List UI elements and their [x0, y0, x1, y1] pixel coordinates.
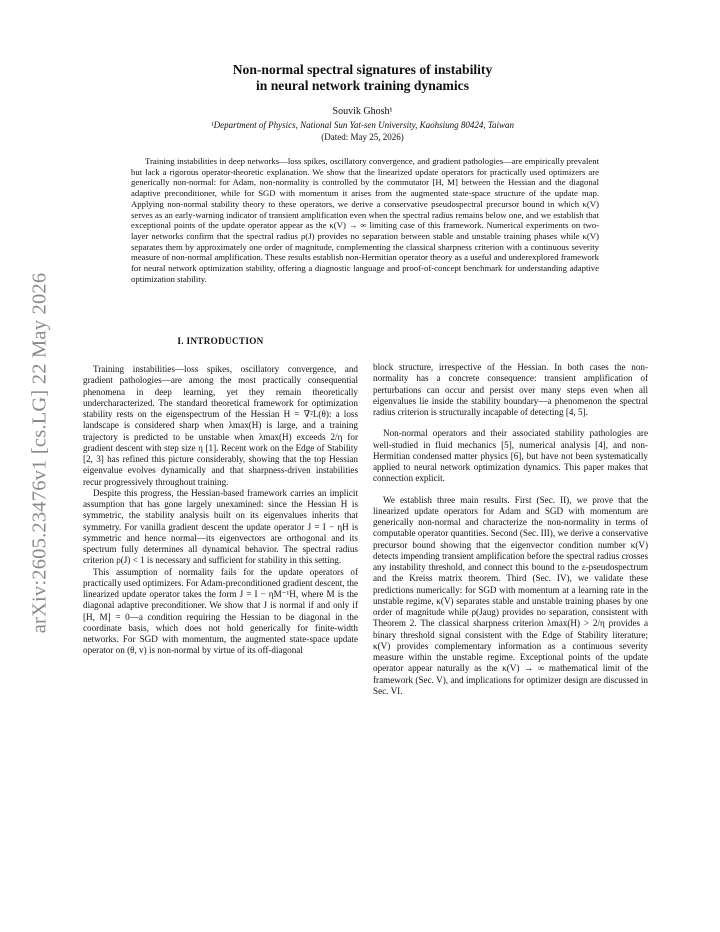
author-name: Souvik Ghosh¹	[332, 106, 393, 117]
right-column	[373, 362, 648, 697]
arxiv-identifier-stamp	[18, 248, 62, 658]
left-column	[83, 364, 358, 657]
intro-paragraph-4: Non-normal operators and their associated stability pathologies are well-studied in fluid mechanics [5], numerical analysis [4], and non-Hermitian condensed matter physics [6], but have not been systematically applied to neural network optimization dynamics. This paper makes that connection explicit.	[373, 428, 648, 484]
arxiv-identifier-text: arXiv:2605.23476v1 [cs.LG] 22 May 2026	[28, 272, 51, 634]
title-line-2: in neural network training dynamics	[256, 78, 469, 93]
author-affiliation: ¹Department of Physics, National Sun Yat-sen University, Kaohsiung 80424, Taiwan	[210, 120, 515, 130]
date-line: (Dated: May 25, 2026)	[321, 132, 404, 142]
abstract: Training instabilities in deep networks—loss spikes, oscillatory convergence, and gradient pathologies—are empirically prevalent but lack a rigorous operator-theoretic explanation. We show that the linearized update operators for practically used optimizers are generically non-normal: for Adam, non-normality is controlled by the commutator [H, M] between the Hessian and the diagonal adaptive preconditioner, while for SGD with momentum it arises from the augmented state-space structure of the update map. Applying non-normal stability theory to these operators, we derive a conservative pseudospectral precursor bound in which κ(V) serves as an early-warning indicator of transient amplification even when the spectral radius remains below one, and we establish that exceptional points of the update operator appear as the κ(V) → ∞ limiting case of this framework. Numerical experiments on two-layer networks confirm that the spectral radius ρ(J) provides no separation between stable and unstable training phases while κ(V) separates them by approximately one order of magnitude, complementing the classical sharpness criterion with a continuous severity measure of non-normal amplification. These results establish non-Hermitian operator theory as a useful and underexplored framework for neural network optimization stability, offering a diagnostic language and proof-of-concept benchmark for understanding adaptive optimization stability.	[131, 156, 599, 284]
intro-paragraph-2: Despite this progress, the Hessian-based framework carries an implicit assumption that has gone largely unexamined: since the Hessian H is symmetric, the stability analysis built on its eigenvalues inherits that symmetry. For vanilla gradient descent the update operator J = I − ηH is symmetric and hence normal—its eigenvectors are orthogonal and its spectrum fully determines all dynamical behavior. The spectral radius criterion ρ(J) < 1 is necessary and sufficient for stability in this setting.	[83, 487, 358, 566]
intro-paragraph-3: This assumption of normality fails for the update operators of practically used optimizers. For Adam-preconditioned gradient descent, the linearized update operator takes the form J = I − ηM⁻¹H, where M is the diagonal adaptive preconditioner. We show that J is normal if and only if [H, M] = 0—a condition requiring the Hessian to be diagonal in the coordinate basis, which does not hold generically for finite-width networks. For SGD with momentum, the augmented state-space update operator on (θ, v) is non-normal by virtue of its off-diagonal	[83, 566, 358, 656]
title-line-1: Non-normal spectral signatures of instability	[232, 62, 493, 77]
section-heading-introduction: I. INTRODUCTION	[177, 336, 264, 346]
intro-paragraph-1: Training instabilities—loss spikes, oscillatory convergence, and gradient pathologies—are among the most practically consequential phenomena in deep learning, yet they remain theoretically undercharacterized. The standard theoretical framework for optimization stability rests on the eigenspectrum of the Hessian H = ∇²L(θ): a loss landscape is considered sharp when λmax(H) is large, and a training trajectory is predicted to be unstable when λmax(H) exceeds 2/η for gradient descent with step size η [1]. Recent work on the Edge of Stability [2, 3] has refined this picture considerably, showing that the top Hessian eigenvalue evolves dynamically and that sharpness-driven instabilities recur progressively throughout training.	[83, 364, 358, 487]
paper-header	[130, 62, 595, 143]
paper-title	[130, 62, 595, 94]
intro-paragraph-3-continued: block structure, irrespective of the Hessian. In both cases the non-normality has a concrete consequence: transient amplification of perturbations can occur and persist over many steps even when all eigenvalues lie inside the stability boundary—a phenomenon the spectral radius criterion is structurally incapable of detecting [4, 5].	[373, 362, 648, 417]
intro-paragraph-5: We establish three main results. First (Sec. II), we prove that the linearized update operators for Adam and SGD with momentum are generically non-normal and characterize the non-normality in terms of computable operator quantities. Second (Sec. III), we derive a conservative precursor bound showing that the eigenvector condition number κ(V) detects impending transient amplification before the spectral radius crosses any instability threshold, and connect this bound to the ε-pseudospectrum and the Kreiss matrix theorem. Third (Sec. IV), we validate these predictions numerically: for SGD with momentum at a learning rate in the unstable regime, κ(V) separates stable and unstable training phases by one order of magnitude while ρ(Jaug) provides no separation, consistent with Theorem 2. The classical sharpness criterion λmax(H) > 2/η provides a binary threshold signal consistent with the Edge of Stability literature; κ(V) provides complementary information as a continuous severity measure within the unstable regime. Exceptional points of the update operator appear naturally as the κ(V) → ∞ mathematical limit of the framework (Sec. V), and implications for optimizer design are discussed in Sec. VI.	[373, 494, 648, 696]
